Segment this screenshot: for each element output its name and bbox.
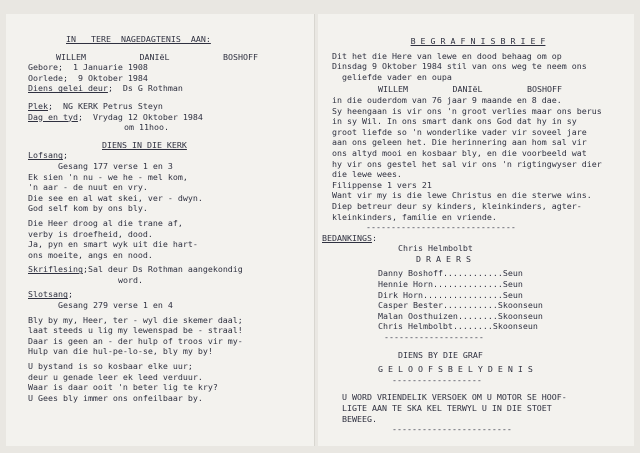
name-middle: DANIëL [452, 84, 483, 95]
list-item: Dirk Horn................Seun [378, 289, 523, 300]
hymn-279: Gesang 279 verse 1 en 4 [58, 300, 173, 311]
headlights-notice: U WORD VRIENDELIK VERSOEK OM U MOTOR SE HOOF- LIGTE AAN TE SKA KEL TERWYL U IN DIE STOET BEWEEG. [342, 392, 567, 424]
list-item: Casper Bester...........Skoonseun [378, 300, 543, 311]
hymn-279-verse-1: Bly by my, Heer, ter - wyl die skemer daal; laat steeds u lig my lewenspad be - straal! Daar is geen an - der hulp of troos vir my- Hulp van die hul-pe-lo-se, bly my by! [28, 314, 243, 357]
thanks-heading: BEDANKINGS: [322, 232, 377, 243]
death-date: Oorlede; 9 Oktober 1984 [28, 72, 148, 83]
hymn-177-verse-1: Ek sien 'n nu - we he - mel kom, 'n aar - de nuut en vry. Die see en al wat skei, ver - dwyn. God self kom by ons bly. [28, 171, 203, 214]
memorial-heading: IN TERE NAGEDAGTENIS AAN: [66, 34, 211, 44]
left-page [6, 14, 315, 446]
hymn-177-verse-3: Die Heer droog al die trane af, verby is droefheid, dood. Ja, pyn en smart wyk uit die hart- ons moeite, angs en nood. [28, 217, 198, 260]
list-item: Hennie Horn..............Seun [378, 279, 523, 290]
divider: ------------------------ [392, 424, 512, 435]
announcement-intro: Dit het die Here van lewe en dood behaag om op Dinsdag 9 Oktober 1984 stil van ons weg te neem ons geliefde vader en oupa [332, 50, 587, 82]
list-item: Malan Oosthuizen........Skoonseun [378, 310, 543, 321]
list-item: Chris Helmbolbt........Skoonseun [378, 321, 538, 332]
birth-date: Gebore; 1 Januarie 1908 [28, 62, 148, 73]
graveside-title: DIENS BY DIE GRAF [398, 349, 483, 360]
praise-heading: Lofsang; [28, 150, 68, 161]
name-first: WILLEM [56, 51, 86, 62]
service-date: Dag en tyd; Vrydag 12 Oktober 1984 [28, 111, 203, 122]
service-time: om 11hoo. [124, 122, 169, 133]
hymn-177: Gesang 177 verse 1 en 3 [58, 160, 173, 171]
list-item: Danny Boshoff............Seun [378, 268, 523, 279]
thanks-name: Chris Helmbolbt [398, 243, 473, 254]
name-last: BOSHOFF [527, 84, 562, 95]
name-first: WILLEM [378, 84, 408, 95]
name-last: BOSHOFF [223, 51, 258, 62]
right-page [318, 14, 634, 446]
deceased-name-right [332, 82, 624, 95]
divider: ------------------ [392, 374, 482, 385]
scripture-reading-cont: word. [118, 274, 143, 285]
closing-hymn-heading: Slotsang; [28, 289, 73, 300]
bearers-list [332, 268, 624, 332]
service-led-by: Diens gelei deur; Ds G Rothman [28, 83, 183, 94]
funeral-letter-heading: B E G R A F N I S B R I E F [410, 36, 546, 46]
service-place: Plek; NG KERK Petrus Steyn [28, 100, 163, 111]
deceased-name [28, 52, 304, 63]
bearers-title: D R A E R S [416, 253, 471, 264]
hymn-279-verse-4: U bystand is so kosbaar elke uur; deur u genade leer ek leed verduur. Waar is daar ooit 'n beter lig te kry? U Gees bly immer ons onfeilbaar by. [28, 361, 218, 403]
scripture-reading: Skriflesing;Sal deur Ds Rothman aangekondig [28, 264, 243, 275]
divider: ------------------------------ [366, 222, 516, 233]
church-service-title: DIENS IN DIE KERK [102, 139, 187, 150]
announcement-body: in die ouderdom van 76 jaar 9 maande en 8 dae. Sy heengaan is vir ons 'n groot verlies maar ons berus in sy Wil. In ons smart dank ons God dat hy in sy groot liefde so 'n wonderlike vader vir soveel jare aan ons geleen het. Die herinnering aan hom sal vir ons altyd mooi en kosbaar bly, en die voorbeeld wat hy vir ons gestel het sal vir ons 'n rigtingwyser dier die lewe wees. Filippense 1 vers 21 Want vir my is die lewe Christus en die sterwe wins. Diep betreur deur sy kinders, kleinkinders, agter- kleinkinders, familie en vriende. [332, 94, 602, 222]
divider: -------------------- [384, 332, 484, 343]
creed-title: G E L O O F S B E L Y D E N I S [378, 364, 533, 375]
name-middle: DANIëL [139, 51, 170, 62]
